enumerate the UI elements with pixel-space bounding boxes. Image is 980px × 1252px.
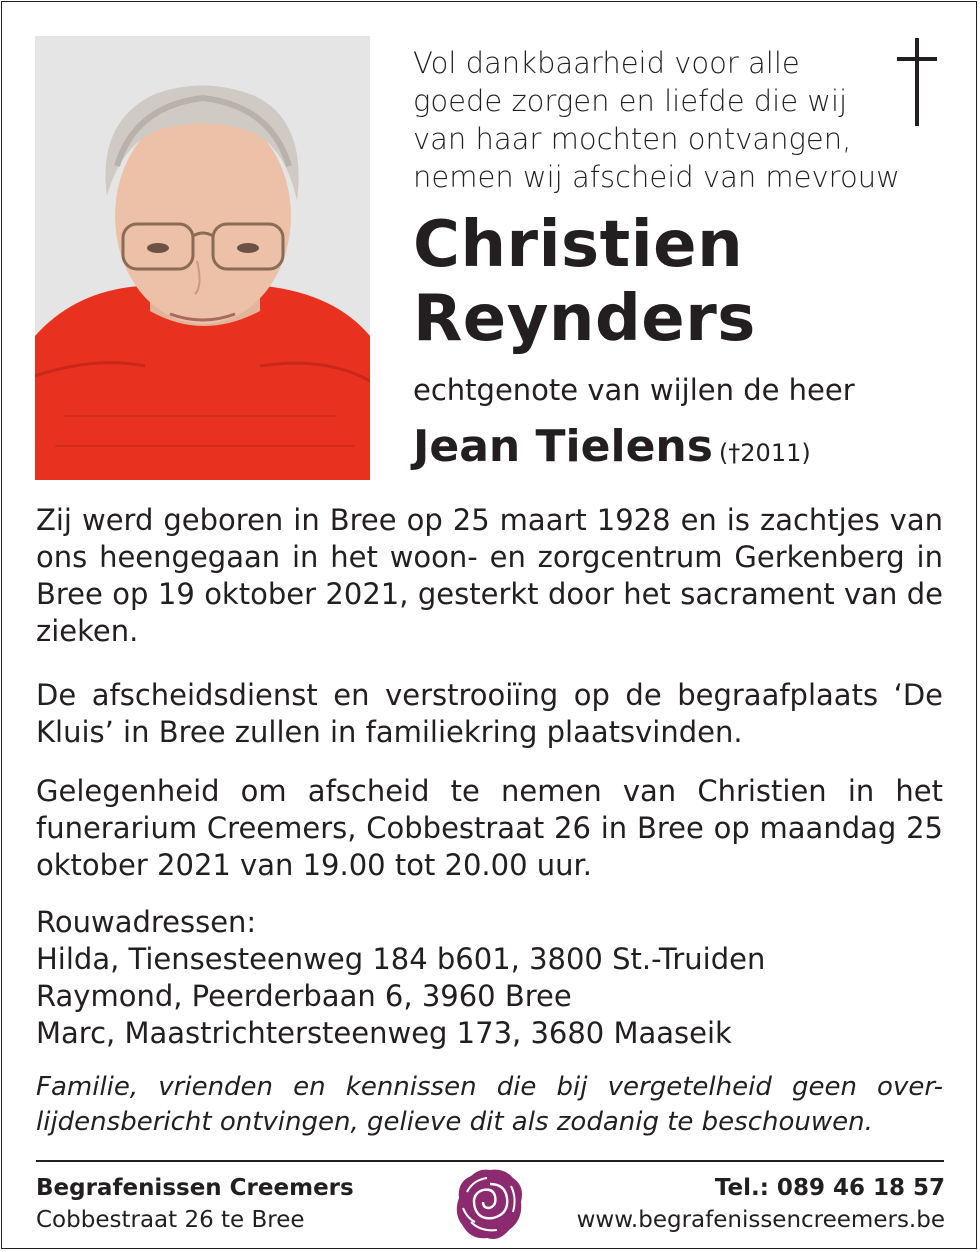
ceremony-paragraph: De afscheidsdienst en verstrooiïng op de begraafplaats ‘De Kluis’ in Bree zullen in familiekring plaatsvinden.	[36, 678, 943, 749]
addresses-title: Rouwadressen:	[36, 905, 257, 939]
spouse-name: Jean Tielens	[413, 421, 713, 472]
address-line: Marc, Maastrichtersteenweg 173, 3680 Maaseik	[36, 1016, 732, 1050]
closing-note: Familie, vrienden en kennissen die bij vergetelheid geen over-lijdensbericht ontvingen, gelieve dit als zodanig te beschouwen.	[36, 1072, 943, 1137]
address-line: Raymond, Peerderbaan 6, 3960 Bree	[36, 979, 572, 1013]
rose-logo	[453, 1164, 527, 1244]
company-name: Begrafenissen Creemers	[36, 1175, 354, 1201]
birth-death-paragraph: Zij werd geboren in Bree op 25 maart 1928 en is zachtjes van ons heengegaan in het woon- en zorgcentrum Gerkenberg in Bree op 19 oktober 2021, gesterkt door het sacrament van de zieken.	[36, 503, 943, 648]
footer-divider	[36, 1160, 944, 1162]
portrait-photo	[35, 36, 370, 480]
deceased-last-name: Reynders	[413, 282, 756, 356]
spouse-death-year: (†2011)	[718, 439, 811, 467]
viewing-paragraph: Gelegenheid om afscheid te nemen van Christien in het funerarium Creemers, Cobbestraat 26 in Bree op maandag 25 oktober 2021 van 19.00 tot 20.00 uur.	[36, 774, 943, 882]
company-address: Cobbestraat 26 te Bree	[36, 1207, 305, 1233]
mourning-addresses	[36, 904, 765, 1052]
spouse-name-line	[413, 420, 811, 480]
intro-text: Vol dankbaarheid voor alle goede zorgen en liefde die wij van haar mochten ontvangen, nemen wij afscheid van mevrouw	[413, 46, 900, 194]
funeral-home-info	[36, 1172, 354, 1236]
deceased-first-name: Christien	[413, 208, 744, 282]
deceased-name	[413, 208, 756, 356]
address-line: Hilda, Tiensesteenweg 184 b601, 3800 St.-Truiden	[36, 942, 766, 976]
spouse-label: echtgenote van wijlen de heer	[413, 373, 855, 407]
contact-info	[577, 1172, 945, 1236]
website-link[interactable]: www.begrafenissencreemers.be	[576, 1207, 945, 1233]
phone-number: Tel.: 089 46 18 57	[714, 1175, 945, 1201]
